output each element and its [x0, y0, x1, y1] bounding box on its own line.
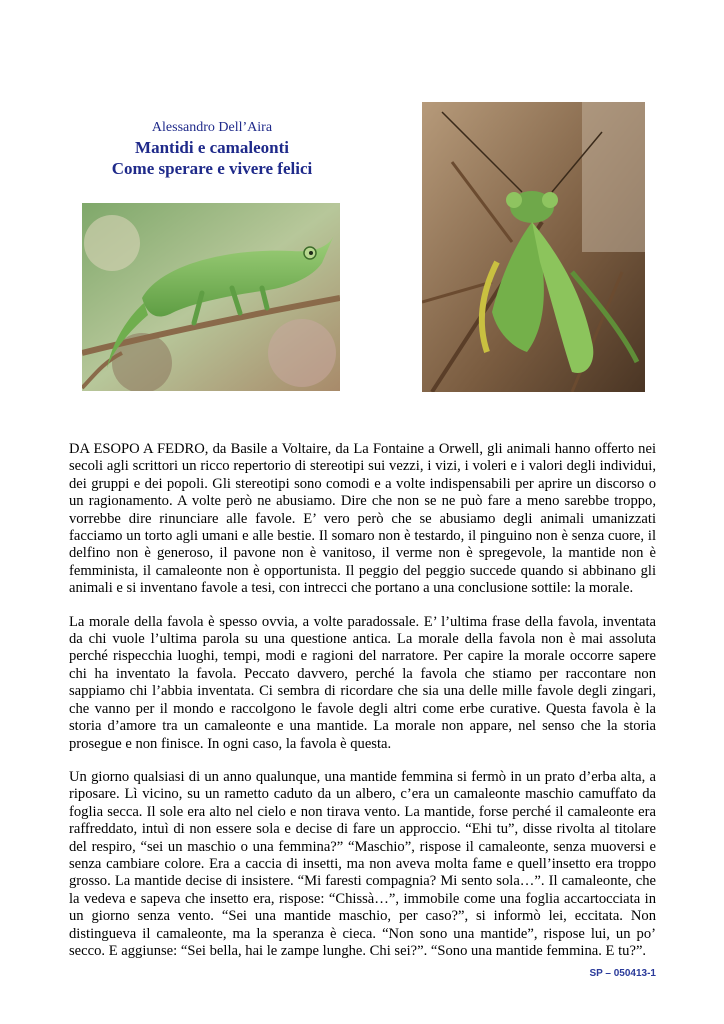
paragraph-3: Un giorno qualsiasi di un anno qualunque, una mantide femmina si fermò in un prato d’erba alta, a riposare. Lì vicino, su un rametto caduto da un albero, c’era un camaleonte maschio camuffato da foglia secca. Il sole era alto nel cielo e non tirava vento. La mantide, forse perché il camaleonte era raffreddato, intuì di non essere sola e decise di fare un approccio. “Ehi tu”, disse rivolta al titolare del respiro, “sei un maschio o una femmina?” “Maschio”, rispose il camaleonte, senza muoversi e senza cambiare colore. Era a caccia di insetti, ma non aveva molta fame e quell’insetto era troppo grosso. La mantide decise di insistere. “Mi faresti compagnia? Mi sento sola…”. Il camaleonte, che la vedeva e sapeva che insetto era, rispose: “Chissà…”, immobile come una foglia accartocciata in un giorno senza vento. “Sei una mantide maschio, per caso?”, si informò lei, eccitata. Non distingueva il camaleonte, ma la speranza è cieca. “Non sono una mantide”, rispose lui, un po’ secco. E aggiunse: “Sei bella, hai le zampe lunghe. Chi sei?”. “Sono una mantide femmina. E tu?”.	[69, 768, 656, 959]
praying-mantis-photo-icon	[422, 102, 645, 392]
document-subtitle: Come sperare e vivere felici	[111, 159, 313, 178]
document-title: Mantidi e camaleonti	[135, 138, 289, 157]
paragraph-1: DA ESOPO A FEDRO, da Basile a Voltaire, da La Fontaine a Orwell, gli animali hanno offerto nei secoli agli scrittori un ricco repertorio di stereotipi sui vezzi, i vizi, i voleri e i valori degli individui, dei gruppi e dei popoli. Gli stereotipi sono comodi e a volte indispensabili per aprire un discorso o un ragionamento. A volte però ne abusiamo. Dire che non se ne può fare a meno sarebbe troppo, vorrebbe dire rinunciare alle favole. E’ vero però che se abusiamo degli animali umanizzati facciamo un torto agli umani e alle bestie. Il somaro non è testardo, il pinguino non è senza cuore, il delfino non è generoso, il pavone non è vanitoso, il verme non è spregevole, la mantide non è femminista, il camaleonte non è opportunista. Il peggio del peggio succede quando si abbinano gli animali e si inventano favole a tesi, con intrecci che portano a una conclusione sottile: la morale.	[69, 441, 656, 597]
paragraph-2: La morale della favola è spesso ovvia, a volte paradossale. E’ l’ultima frase della favola, inventata da chi vuole l’ultima parola su una questione antica. La morale della favola non è mai assoluta perché rispecchia luoghi, tempi, modi e ragioni del narratore. Per capire la morale occorre sapere chi ha inventato la favola. Peccato davvero, perché la favola che stiamo per raccontare non sappiamo chi l’abbia inventata. Ci sembra di ricordare che sia una delle mille favole degli zingari, che vanno per il mondo e raccolgono le favole degli altri come erbe curative. Questa favola è la storia d’amore tra un camaleonte e una mantide. La morale non appare, nel senso che la storia prosegue e non finisce. In ogni caso, la favola è questa.	[69, 613, 656, 752]
document-code: SP – 050413-1	[589, 968, 656, 979]
document-header	[100, 119, 324, 179]
article-body	[69, 441, 656, 976]
author-name: Alessandro Dell’Aira	[151, 120, 273, 135]
chameleon-photo-icon	[82, 203, 340, 391]
